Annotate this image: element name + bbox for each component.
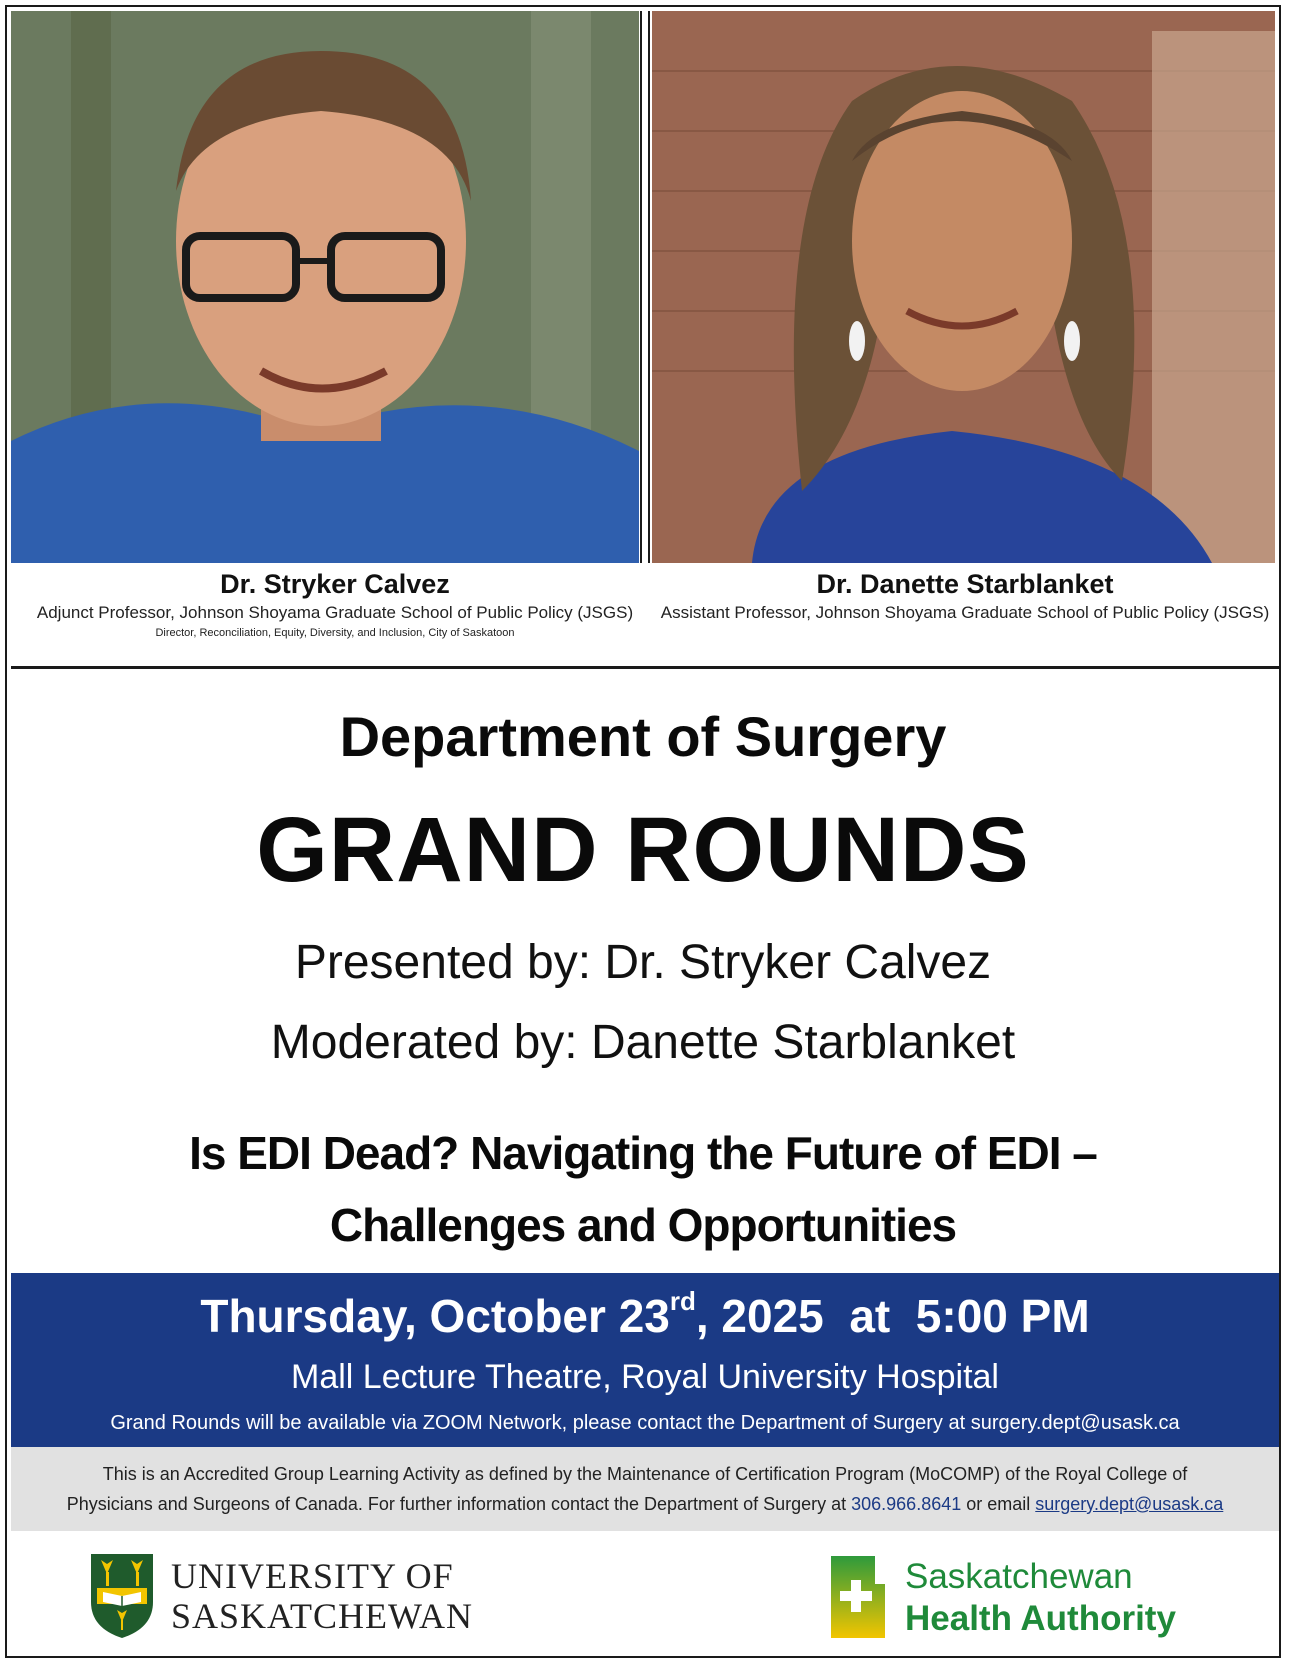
speaker-caption-calvez (15, 567, 655, 641)
speaker-role: Adjunct Professor, Johnson Shoyama Graduate School of Public Policy (JSGS) (36, 603, 634, 622)
sha-line: Health Authority (905, 1599, 1176, 1638)
date-prefix: Thursday, October 23 (200, 1290, 670, 1342)
accreditation-text: Physicians and Surgeons of Canada. For further information contact the Department of Surgery at (66, 1494, 852, 1514)
speaker-name: Dr. Stryker Calvez (220, 569, 450, 599)
section-divider (11, 666, 1279, 669)
sha-line: Saskatchewan (905, 1557, 1133, 1596)
sha-logo (825, 1554, 1245, 1644)
department-title: Department of Surgery (339, 705, 947, 768)
zoom-note: Grand Rounds will be available via ZOOM Network, please contact the Department of Surgery at surgery.dept@usask.ca (110, 1412, 1180, 1434)
usask-crest-icon (89, 1552, 155, 1640)
speaker-name: Dr. Danette Starblanket (816, 569, 1114, 599)
poster (5, 5, 1281, 1658)
accreditation-text: This is an Accredited Group Learning Activity as defined by the Maintenance of Certification Program (MoCOMP) of the Royal College of (102, 1464, 1188, 1484)
usask-line: UNIVERSITY OF (171, 1556, 454, 1596)
date-ordinal: rd (669, 1285, 696, 1316)
usask-line: SASKATCHEWAN (171, 1596, 474, 1636)
sha-cross-icon (825, 1554, 889, 1640)
phone-link[interactable]: 306.966.8641 (851, 1494, 962, 1514)
speaker-photo-calvez (11, 11, 639, 563)
photo-divider (640, 11, 650, 563)
accreditation-band (11, 1447, 1279, 1531)
event-date (11, 1287, 1279, 1345)
moderated-by: Moderated by: Danette Starblanket (270, 1016, 1016, 1069)
date-rest: , 2025 at 5:00 PM (695, 1290, 1090, 1342)
speaker-role: Assistant Professor, Johnson Shoyama Graduate School of Public Policy (JSGS) (660, 603, 1270, 622)
sha-wordmark (905, 1556, 1176, 1640)
email-link[interactable]: surgery.dept@usask.ca (1035, 1494, 1224, 1514)
event-title: GRAND ROUNDS (256, 799, 1030, 901)
accreditation-text: or email (961, 1494, 1036, 1514)
event-location: Mall Lecture Theatre, Royal University Hospital (291, 1358, 999, 1396)
speaker-caption-starblanket (655, 567, 1275, 625)
event-details-band (11, 1273, 1279, 1447)
speaker-role-secondary: Director, Reconciliation, Equity, Diversity, and Inclusion, City of Saskatoon (155, 627, 515, 639)
talk-title (7, 1117, 1279, 1261)
accreditation-contact (11, 1491, 1279, 1517)
speaker-photo-starblanket (652, 11, 1275, 563)
usask-logo (89, 1552, 489, 1642)
talk-title-line: Is EDI Dead? Navigating the Future of EDI – (189, 1127, 1097, 1179)
presented-by: Presented by: Dr. Stryker Calvez (294, 936, 992, 989)
usask-wordmark (171, 1556, 473, 1636)
talk-title-line: Challenges and Opportunities (329, 1199, 957, 1251)
